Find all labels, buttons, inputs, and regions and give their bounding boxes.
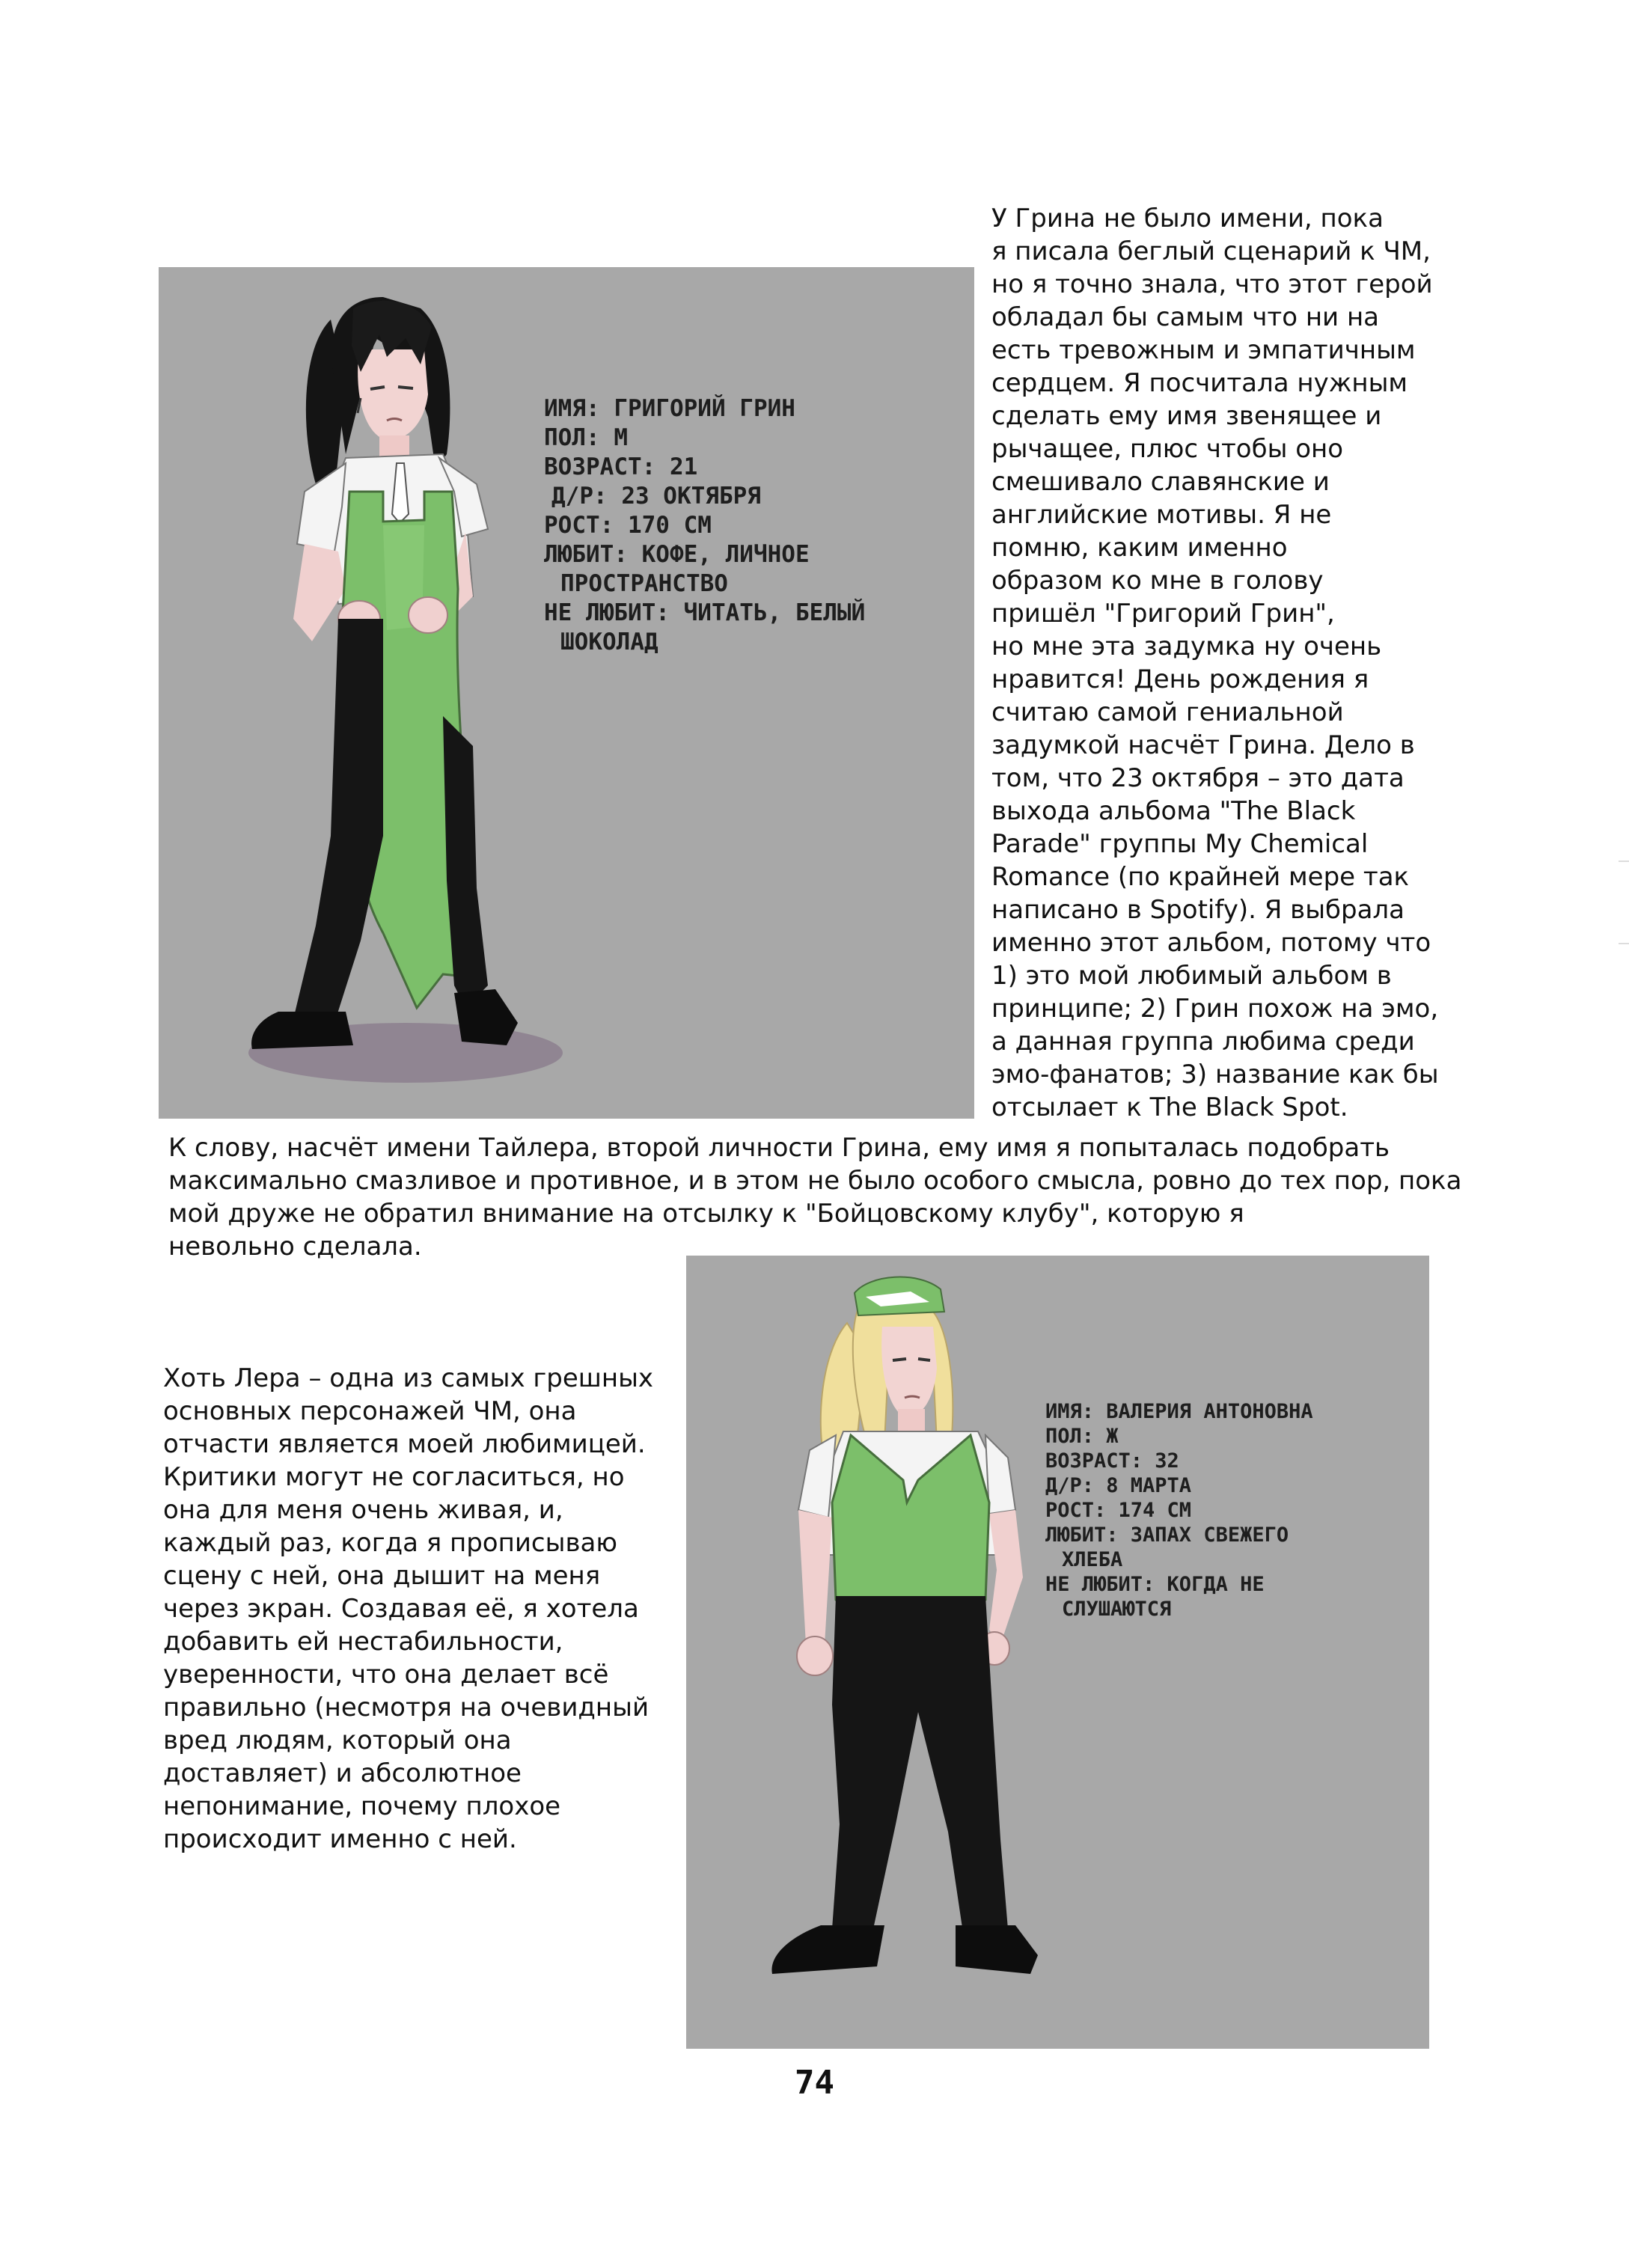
- profile-dislikes-line1: НЕ ЛЮБИТ: КОГДА НЕ: [1045, 1573, 1265, 1596]
- profile-birthday: Д/Р: 8 МАРТА: [1045, 1474, 1192, 1497]
- green-description: У Грина не было имени, пока я писала беглый сценарий к ЧМ, но я точно знала, что этот герой обладал бы самым что ни на есть тревожным и эмпатичным сердцем. Я посчитала нужным сделать ему имя звенящее и рычащее, плюс чтобы оно смешивало славянские и английские мотивы. Я не помню, каким именно образом ко мне в голову пришёл "Григорий Грин", но мне эта задумка ну очень нравится! День рождения я считаю самой гениальной задумкой насчёт Грина. Дело в том, что 23 октября – это дата выхода альбома "The Black Parade" группы My Chemical Romance (по крайней мере так написано в Spotify). Я выбрала именно этот альбом, потому что 1) это мой любимый альбом в принципе; 2) Грин похож на эмо, а данная группа любима среди эмо-фанатов; 3) название как бы отсылает к The Black Spot.: [991, 204, 1439, 1122]
- tyler-description: К слову, насчёт имени Тайлера, второй личности Грина, ему имя я попыталась подобрать максимально смазливое и противное, и в этом не было особого смысла, ровно до тех пор, пока мой друже не обратил внимание на отсылку к "Бойцовскому клубу", которую я невольно сделала.: [168, 1133, 1462, 1262]
- profile-dislikes-line2: СЛУШАЮТСЯ: [1062, 1598, 1172, 1621]
- profile-dislikes: [1045, 1572, 1405, 1621]
- profile-dislikes-line1: НЕ ЛЮБИТ: ЧИТАТЬ, БЕЛЫЙ: [544, 599, 866, 626]
- profile-likes-line2: ПРОСТРАНСТВО: [560, 570, 728, 597]
- edge-mark: [1619, 943, 1629, 944]
- profile-birthday: Д/Р: 23 ОКТЯБРЯ: [551, 483, 761, 510]
- profile-age: ВОЗРАСТ: 32: [1045, 1449, 1179, 1473]
- character-panel-lera: [686, 1256, 1429, 2049]
- profile-dislikes: [544, 599, 948, 657]
- profile-gender: ПОЛ: Ж: [1045, 1425, 1119, 1448]
- profile-dislikes-line2: ШОКОЛАД: [560, 629, 658, 655]
- character-panel-green: [159, 267, 974, 1119]
- profile-name: ИМЯ: ВАЛЕРИЯ АНТОНОВНА: [1045, 1400, 1313, 1423]
- profile-likes: [544, 540, 948, 599]
- profile-likes: [1045, 1523, 1405, 1572]
- profile-likes-line1: ЛЮБИТ: КОФЕ, ЛИЧНОЕ: [544, 541, 810, 568]
- profile-height: РОСТ: 170 СМ: [544, 512, 712, 539]
- profile-age: ВОЗРАСТ: 21: [544, 453, 698, 480]
- lera-description: Хоть Лера – одна из самых грешных основных персонажей ЧМ, она отчасти является моей любимицей. Критики могут не согласиться, но она для меня очень живая, и, каждый раз, когда я прописываю сцену с ней, она дышит на меня через экран. Создавая её, я хотела добавить ей нестабильности, уверенности, что она делает всё правильно (несмотря на очевидный вред людям, который она доставляет) и абсолютное непонимание, почему плохое происходит именно с ней.: [163, 1363, 654, 1854]
- profile-name: ИМЯ: ГРИГОРИЙ ГРИН: [544, 395, 795, 422]
- profile-gender: ПОЛ: М: [544, 424, 628, 451]
- profile-height: РОСТ: 174 СМ: [1045, 1499, 1192, 1522]
- lera-character-illustration: [686, 1256, 1429, 2049]
- green-profile-card: [544, 394, 948, 657]
- edge-mark: [1619, 861, 1629, 862]
- profile-likes-line2: ХЛЕБА: [1062, 1548, 1123, 1571]
- lera-profile-card: [1045, 1399, 1405, 1621]
- profile-likes-line1: ЛЮБИТ: ЗАПАХ СВЕЖЕГО: [1045, 1523, 1289, 1547]
- page-number: 74: [795, 2064, 834, 2102]
